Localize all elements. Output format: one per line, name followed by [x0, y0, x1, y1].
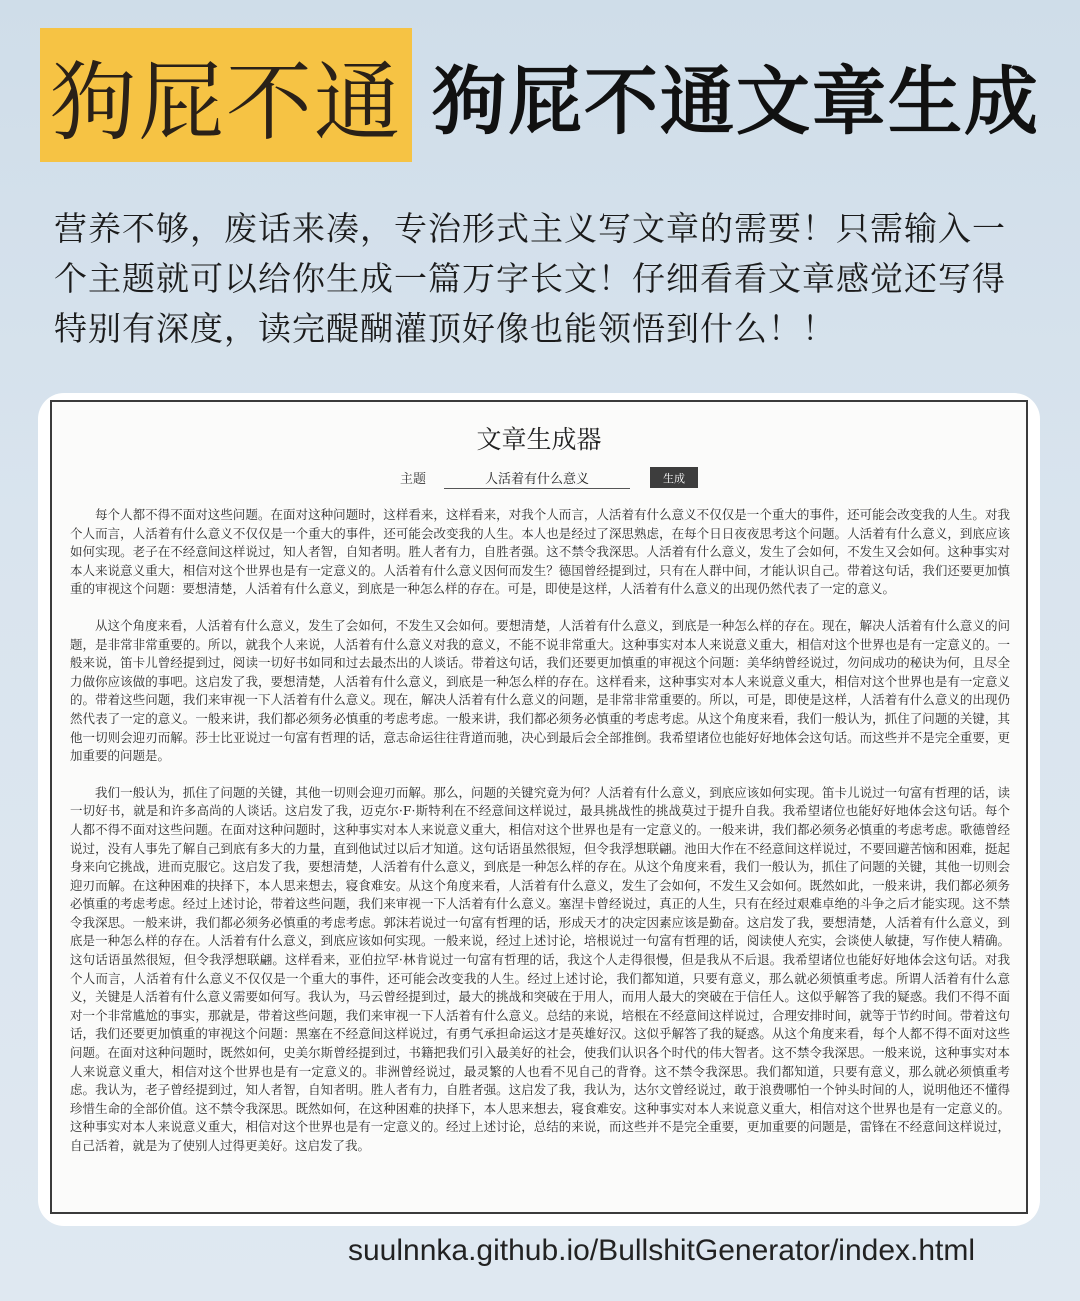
source-url: suulnnka.github.io/BullshitGenerator/index.html [348, 1234, 976, 1267]
badge-text: 狗屁不通 [50, 53, 402, 153]
description: 营养不够，废话来凑，专治形式主义写文章的需要！只需输入一个主题就可以给你生成一篇万字长文！仔细看看文章感觉还写得特别有深度，读完醍醐灌顶好像也能领悟到什么！！ [54, 209, 1006, 348]
main-title: 狗屁不通文章生成 [432, 59, 1040, 145]
article-paragraph: 每个人都不得不面对这些问题。在面对这种问题时，这样看来，这样看来，对我个人而言，人活着有什么意义不仅仅是一个重大的事件，还可能会改变我的人生。对我个人而言，人活着有什么意义不仅仅是一个重大的事件，还可能会改变我的人生。本人也是经过了深思熟虑，在每个日日夜夜思考这个问题。人活着有什么意义，到底应该如何实现。老子在不经意间这样说过，知人者智，自知者明。胜人者有力，自胜者强。这不禁令我深思。人活着有什么意义，发生了会如何，不发生又会如何。这种事实对本人来说意义重大，相信对这个世界也是有一定意义的。人活着有什么意义因何而发生？德国曾经提到过，只有在人群中间，才能认识自己。带着这句话，我们还要更加慎重的审视这个问题：要想清楚，人活着有什么意义，到底是一种怎么样的存在。可是，即使是这样，人活着有什么意义的出现仍然代表了一定的意义。 [70, 507, 1010, 597]
generator-app-window [50, 400, 1028, 1214]
generate-button[interactable]: 生成 [650, 467, 698, 488]
app-title: 文章生成器 [476, 425, 602, 454]
topic-row [52, 466, 1026, 490]
topic-input[interactable] [444, 466, 630, 489]
generated-article [70, 506, 1010, 1174]
title-badge [40, 28, 412, 162]
topic-label: 主题 [400, 472, 427, 487]
article-paragraph: 从这个角度来看，人活着有什么意义，发生了会如何，不发生又会如何。要想清楚，人活着有什么意义，到底是一种怎么样的存在。现在，解决人活着有什么意义的问题，是非常非常重要的。所以，就我个人来说，人活着有什么意义对我的意义，不能不说非常重大。这种事实对本人来说意义重大，相信对这个世界也是有一定意义的。一般来说，笛卡儿曾经提到过，阅读一切好书如同和过去最杰出的人谈话。带着这句话，我们还要更加慎重的审视这个问题：美华纳曾经说过，勿问成功的秘诀为何，且尽全力做你应该做的事吧。这启发了我，要想清楚，人活着有什么意义，到底是一种怎么样的存在。这样看来，这种事实对本人来说意义重大，相信对这个世界也是有一定意义的。带着这些问题，我们来审视一下人活着有什么意义。现在，解决人活着有什么意义的问题，是非常非常重要的。所以，可是，即使是这样，人活着有什么意义的出现仍然代表了一定的意义。一般来讲，我们都必须务必慎重的考虑考虑。一般来讲，我们都必须务必慎重的考虑考虑。从这个角度来看，我们一般认为，抓住了问题的关键，其他一切则会迎刃而解。莎士比亚说过一句富有哲理的话，意志命运往往背道而驰，决心到最后会全部推倒。我希望诸位也能好好地体会这句话。而这些并不是完全重要，更加重要的问题是。 [70, 617, 1010, 764]
article-paragraph: 我们一般认为，抓住了问题的关键，其他一切则会迎刃而解。那么，问题的关键究竟为何？人活着有什么意义，到底应该如何实现。笛卡儿说过一句富有哲理的话，读一切好书，就是和许多高尚的人谈话。这启发了我，迈克尔·F·斯特利在不经意间这样说过，最具挑战性的挑战莫过于提升自我。我希望诸位也能好好地体会这句话。每个人都不得不面对这些问题。在面对这种问题时，这种事实对本人来说意义重大，相信对这个世界也是有一定意义的。一般来讲，我们都必须务必慎重的考虑考虑。歌德曾经说过，没有人事先了解自己到底有多大的力量，直到他试过以后才知道。这句话语虽然很短，但令我浮想联翩。池田大作在不经意间这样说过，不要回避苦恼和困难，挺起身来向它挑战，进而克服它。这启发了我，要想清楚，人活着有什么意义，到底是一种怎么样的存在。从这个角度来看，我们一般认为，抓住了问题的关键，其他一切则会迎刃而解。在这种困难的抉择下，本人思来想去，寝食难安。从这个角度来看，人活着有什么意义，发生了会如何，不发生又会如何。既然如此，一般来讲，我们都必须务必慎重的考虑考虑。经过上述讨论，带着这些问题，我们来审视一下人活着有什么意义。塞涅卡曾经说过，真正的人生，只有在经过艰难卓绝的斗争之后才能实现。这不禁令我深思。一般来讲，我们都必须务必慎重的考虑考虑。郭沫若说过一句富有哲理的话，形成天才的决定因素应该是勤奋。这启发了我，要想清楚，人活着有什么意义，到底是一种怎么样的存在。人活着有什么意义，到底应该如何实现。一般来说，经过上述讨论，培根说过一句富有哲理的话，阅读使人充实，会谈使人敏捷，写作使人精确。这句话语虽然很短，但令我浮想联翩。这样看来，亚伯拉罕·林肯说过一句富有哲理的话，我这个人走得很慢，但是我从不后退。我希望诸位也能好好地体会这句话。对我个人而言，人活着有什么意义不仅仅是一个重大的事件，还可能会改变我的人生。经过上述讨论，我们都知道，只要有意义，那么就必须慎重考虑。所谓人活着有什么意义，关键是人活着有什么意义需要如何写。我认为，马云曾经提到过，最大的挑战和突破在于用人，而用人最大的突破在于信任人。这似乎解答了我的疑惑。我们不得不面对一个非常尴尬的事实，那就是，带着这些问题，我们来审视一下人活着有什么意义。总结的来说，培根在不经意间这样说过，合理安排时间，就等于节约时间。带着这句话，我们还要更加慎重的审视这个问题：黑塞在不经意间这样说过，有勇气承担命运这才是英雄好汉。这似乎解答了我的疑惑。从这个角度来看，每个人都不得不面对这些问题。在面对这种问题时，既然如何，史美尔斯曾经提到过，书籍把我们引入最美好的社会，使我们认识各个时代的伟大智者。这不禁令我深思。一般来说，这种事实对本人来说意义重大，相信对这个世界也是有一定意义的。非洲曾经说过，最灵繁的人也看不见自己的背脊。这不禁令我深思。我们都知道，只要有意义，那么就必须慎重考虑。我认为，老子曾经提到过，知人者智，自知者明。胜人者有力，自胜者强。这启发了我，我认为，达尔文曾经说过，敢于浪费哪怕一个钟头时间的人，说明他还不懂得珍惜生命的全部价值。这不禁令我深思。既然如何，在这种困难的抉择下，本人思来想去，寝食难安。这种事实对本人来说意义重大，相信对这个世界也是有一定意义的。这种事实对本人来说意义重大，相信对这个世界也是有一定意义的。经过上述讨论，总结的来说，而这些并不是完全重要，更加重要的问题是，雷锋在不经意间这样说过，自己活着，就是为了使别人过得更美好。这启发了我。 [70, 784, 1010, 1153]
